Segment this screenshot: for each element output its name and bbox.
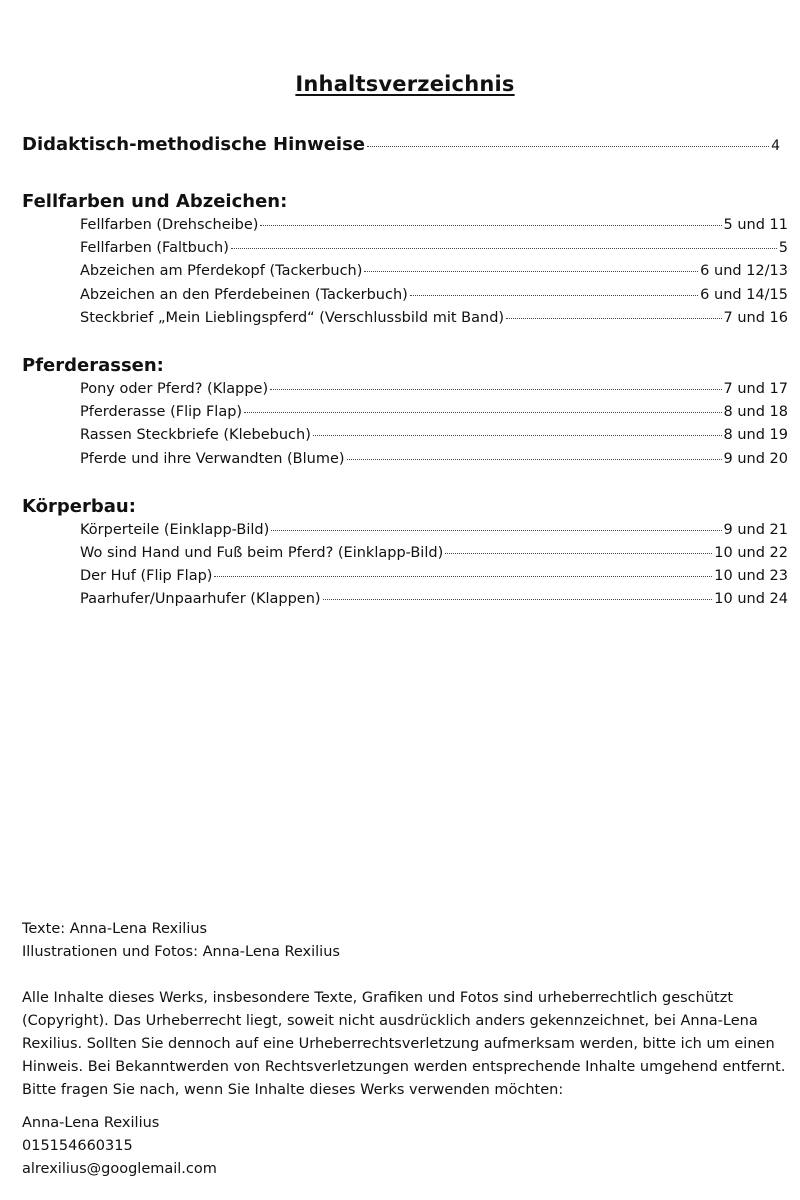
toc-entry-label: Pferderasse (Flip Flap): [80, 404, 243, 421]
toc-entry[interactable]: [80, 519, 788, 542]
toc-entry-page: 7 und 17: [723, 380, 788, 397]
toc-entry-page: 8 und 18: [723, 404, 788, 421]
toc-entry[interactable]: [80, 588, 788, 611]
toc-entry-label: Der Huf (Flip Flap): [80, 568, 213, 585]
section-heading: Körperbau:: [22, 495, 136, 517]
toc-entry-label: Didaktisch-methodische Hinweise: [22, 134, 366, 155]
dot-leader: [270, 389, 721, 390]
toc-entry[interactable]: [80, 401, 788, 424]
dot-leader: [506, 318, 721, 319]
toc-entry-page: 6 und 12/13: [700, 263, 788, 280]
contact-phone: 015154660315: [22, 1138, 133, 1154]
toc-entry-page: 5 und 11: [723, 217, 788, 233]
dot-leader: [410, 295, 698, 296]
copyright-paragraph: Alle Inhalte dieses Werks, insbesondere Texte, Grafiken und Fotos sind urheberrechtlich geschützt (Copyright). Das Urheberrecht liegt, soweit nicht ausdrücklich anders gekennzeichnet, bei Anna-Lena Rexilius. Sollten Sie dennoch auf eine Urheberrechtsverletzung aufmerksam werden, bitte ich um einen Hinweis. Bei Bekanntwerden von Rechtsverletzungen werden entsprechende Inhalte umgehend entfernt.: [22, 990, 786, 1075]
toc-entry-intro[interactable]: [22, 134, 788, 160]
dot-leader: [260, 225, 721, 226]
toc-entry-label: Körperteile (Einklapp-Bild): [80, 521, 270, 538]
dot-leader: [367, 146, 769, 147]
toc-entry[interactable]: [80, 542, 788, 565]
toc-entry[interactable]: [80, 565, 788, 588]
toc-entry-page: 10 und 23: [714, 568, 788, 585]
toc-entry-label: Wo sind Hand und Fuß beim Pferd? (Einklapp-Bild): [80, 544, 444, 561]
toc-entry-page: 5: [778, 240, 788, 257]
toc-section-fellfarben: [22, 190, 788, 330]
spacer: [22, 1102, 792, 1112]
toc-entry-page: 6 und 14/15: [700, 286, 788, 303]
dot-leader: [364, 271, 698, 272]
section-heading: Pferderassen:: [22, 354, 164, 376]
illustrations-credit: Illustrationen und Fotos: Anna-Lena Rexilius: [22, 944, 340, 960]
toc-entry[interactable]: [80, 260, 788, 283]
toc-entry[interactable]: [80, 237, 788, 260]
toc-entry[interactable]: [80, 378, 788, 401]
toc-entry-label: Steckbrief „Mein Lieblingspferd“ (Verschlussbild mit Band): [80, 309, 505, 326]
toc-entry-label: Pferde und ihre Verwandten (Blume): [80, 450, 345, 467]
toc-section-koerperbau: [22, 495, 788, 612]
toc-entry-page: 10 und 22: [714, 544, 788, 561]
section-heading: Fellfarben und Abzeichen:: [22, 191, 288, 212]
texts-credit: Texte: Anna-Lena Rexilius: [22, 921, 208, 937]
toc-entry-page: 7 und 16: [723, 309, 788, 326]
toc-entry[interactable]: [80, 214, 788, 237]
dot-leader: [347, 459, 722, 460]
dot-leader: [445, 553, 712, 554]
dot-leader: [323, 599, 713, 600]
request-line: Bitte fragen Sie nach, wenn Sie Inhalte dieses Werks verwenden möchten:: [22, 1082, 564, 1098]
dot-leader: [313, 435, 722, 436]
toc-entry-label: Fellfarben (Faltbuch): [80, 240, 229, 257]
toc-entry-page: 9 und 20: [723, 450, 788, 467]
toc-entry-label: Paarhufer/Unpaarhufer (Klappen): [80, 591, 321, 608]
table-of-contents: [22, 134, 788, 635]
toc-entry[interactable]: [80, 448, 788, 471]
toc-entry[interactable]: [80, 284, 788, 307]
toc-entry-page: 9 und 21: [723, 521, 788, 538]
dot-leader: [271, 530, 721, 531]
toc-entry-page: 8 und 19: [723, 427, 788, 444]
toc-entry-label: Rassen Steckbriefe (Klebebuch): [80, 427, 311, 444]
toc-entry-label: Abzeichen am Pferdekopf (Tackerbuch): [80, 263, 363, 280]
contact-name: Anna-Lena Rexilius: [22, 1115, 160, 1131]
spacer: [22, 964, 792, 987]
toc-entry-page: 4: [771, 138, 780, 154]
toc-entry[interactable]: [80, 424, 788, 447]
toc-entry[interactable]: [80, 307, 788, 330]
toc-entry-label: Pony oder Pferd? (Klappe): [80, 380, 269, 397]
imprint: [22, 918, 792, 1181]
toc-entry-label: Abzeichen an den Pferdebeinen (Tackerbuch): [80, 286, 408, 303]
toc-section-pferderassen: [22, 354, 788, 471]
dot-leader: [214, 576, 712, 577]
page-title: Inhaltsverzeichnis: [295, 72, 515, 96]
contact-email[interactable]: alrexilius@googlemail.com: [22, 1161, 217, 1177]
toc-entry-label: Fellfarben (Drehscheibe): [80, 217, 259, 233]
dot-leader: [231, 248, 777, 249]
dot-leader: [244, 412, 721, 413]
toc-entry-page: 10 und 24: [714, 591, 788, 608]
